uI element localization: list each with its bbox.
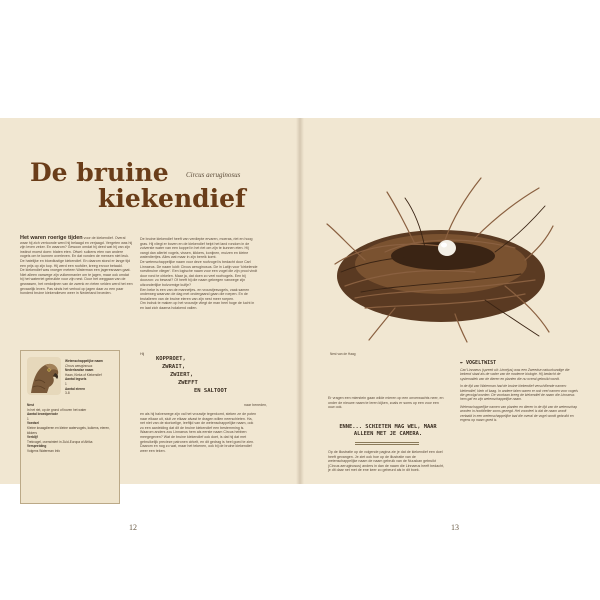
col2-paragraph-2: De wetenschappelijke naam voor deze roofvogel is bedacht door Carl Linnaeus. De naam luidt: Circus aeruginosus. De in Latijn voor 'kirkelende roestbruine vlieger'. Een logische naam voor een vogel die zijn prooi vindt door rond te cirkelen. Maar ja, dat doen zo veel roofvogels. Een bij doorzon: zo bewust? Of heeft hij die naam gekregen vanwege zijn uitzonderlijke bolvormige kuifje? (140, 259, 258, 287)
call-after: naar beneden, (244, 403, 268, 407)
intro-column (20, 236, 133, 296)
col2-paragraph-1: De bruine kiekendief heeft van verdiepte ervaren, moeras, riet en hoog gras. Hij vliegt er boven en de kiekendief helpt het land rondom in de zuiverste water van een koppel in het riet om zijn te kunnen eten. Hij vangt dan allerlei vogels, vissen, kikkers, konijnen, muizen en kleine waterdiertjes. Alles wat maar in zijn bereik komt. (140, 237, 253, 260)
sidebar-heading (460, 360, 496, 366)
sidebar (460, 368, 578, 425)
call-line-3: ZWIERT, (170, 372, 194, 378)
call-line-5: EN SALTOOT (194, 388, 228, 394)
title-line-1: De bruine (30, 158, 169, 187)
fact-migration-label: Verblijf (27, 435, 38, 440)
fact-season-label: Aantal broedperiode (27, 412, 58, 417)
intro-lead: Het waren roerige tijden (20, 235, 83, 241)
column-2-bottom: en als hij halverwege zijn val het vrouwtje tegenkomt, steken ze de poten naar elkaar uit, sluit ze elkaar alvast te dragen willen neerschieten. Ha, net niet van de storioelige, leeftijd van de wetenschappelijke naam, ook zo een aanleiding dat dit de bruine kiekendief een bestemming is. Waarom anders zou Linnaeus hem als eerste naam Circus hebben meegegeven? Wat de bruine kiekendief ook doet, is dat hij dat met gebruikelijk precieze patronen cirkelt, en dit gedrag is heel goed te zien. Daarom en nog zo wat, maar het tekenen, ook bij de bruine kiekendief weer een teken. (140, 412, 257, 453)
divider (355, 442, 419, 445)
right-column-top: Er vragen een mierstein gaan wilde mieren op een onverwachts neer, en onder de nieuwe naam te leren kijken, zoals er soms op een voor een ouw ook. (328, 396, 444, 410)
right-column-bottom: Op de illustratie op de volgende pagina zie je dat de kiekendief een doel heeft gevangen. Je ziet ook hoe op de illustratie van de wetenschappelijke naam de naam gebruik van de Nuuskan gebruikt (Circus aeruginosus) anders in dan de naam die Linnaeus heeft bedacht, je dit daar net met de ene keer zo gebeurd als in dit boek. (328, 450, 445, 473)
camera-callout: ENNE... SCHIETEN MAG WEL, MAAR ALLEEN MET JE CAMERA. (339, 424, 437, 437)
sidebar-paragraph-1: Carl Linnaeus (spreek uit: Linnéjus) was een Zweedse natuurkundige die bekend staat als de vader van de moderne biologie. Hij bedacht de systematiek van de dieren en planten die nu overal gebruikt wordt. (460, 368, 570, 381)
column-2 (140, 237, 258, 311)
fact-box (20, 350, 120, 504)
fact-spread-value: Volgens Waterman Info (27, 448, 61, 453)
harrier-head-illustration (27, 357, 61, 395)
sidebar-paragraph-3: Wetenschappelijke namen van planten en dieren in de tijd van de wetenschap worden in hoofdletter soms gezegd. Het voordeel is dat de naam wordt vertaald in een wetenschappelijke taal die overal de vogel wordt gebruikt en ergens op naam goed is. (460, 404, 577, 423)
sidebar-heading-text: VOGELTWIST (466, 360, 497, 366)
call-line-2: ZWRAIT, (162, 364, 186, 370)
col2-paragraph-4: Om indruk te maken op het vrouwtje vliegt de man heel hoge de lucht in en laat zich daarna holakend vallen. (140, 301, 255, 310)
call-word: Hij (140, 352, 145, 356)
fact-nest-label: Nest (27, 403, 34, 407)
fact-sci-value: Circus aeruginosus (65, 363, 93, 368)
sidebar-paragraph-2: In de tijd van Waterman had de bruine kiekendief verschillende namen: kiekendief, klein of kaag. In andere talen waren er ook veel namen voor vogels die gevolgd worden. De voortaan kreeg de kiekendief de naam die Linnaeus hem gaf en zijn wetenschappelijke naam. (460, 384, 578, 402)
title-line-2: kiekendief (98, 184, 246, 213)
bird-head-icon (27, 357, 61, 395)
page-number-left: 12 (129, 523, 137, 532)
nest-caption: Nest van de Haag (330, 352, 356, 356)
fact-nest-value: In het riet, op de grond of boven het water (27, 407, 87, 412)
nest-with-egg-icon (325, 168, 557, 343)
intro-paragraph-1 (20, 236, 133, 268)
fact-length-value: 1 (65, 381, 67, 386)
fact-length-label: Aantal legsels (65, 377, 87, 382)
fact-list-bottom (27, 403, 117, 454)
latin-name: Circus aeruginosus (186, 171, 241, 179)
call-line-4: ZWEFFT (178, 380, 198, 386)
fact-eggs-label: Aantal eieren (65, 386, 86, 391)
feather-icon: ✒ (460, 360, 467, 366)
fact-food-label: Voedsel (27, 421, 39, 426)
fact-list-top (65, 359, 119, 396)
col2-paragraph-3: Een beke is een van de mannetjes- en vrouwtjesvogels, vaak samen onderweg waarvan de dag met ondergaand gaan die roepen. En de brutalieren van de bruine eieren van zijn nest meer roepen. (140, 287, 250, 301)
intro-text: voor de kiekendief. Overal waar hij zich vertoonde werd hij belaagd en verjaagd. Vergeten was hij zijn leven zeker. En waarom? Gewoon omdat hij deed wat hij van zijn instinct moest doen: blaten eten. Ofwel: sulkens eten van andere vogels om te kunnen overleven. En dat vonden de mensen niet leuk. De hatelijke en bloedlustige kiekendief. En daarom stond er lange tijd een prijs op zijn kop. Hij werd een roofdier, kreeg ervoor betaald. (20, 236, 133, 268)
page-number-right: 13 (451, 523, 459, 532)
intro-paragraph-2: De kiekendief was vroeger meteen Waterman een jageresnaam gaat. Niet alleen vanwege zijn vulkenmanier om te jagen, maar ook omdat hij het waterriet gebruikte voor zijn nest. Door het weggaan van de gewassen, het verdwijnen van de zwenk en rieten velden werd het een gevaarlijk leven. Pas sinds het verbod op jagen daar zo een paar honderd bruine kiekendieven weer in Nederland broeden. (20, 268, 133, 296)
fact-sci-label: Wetenschappelijke naam (65, 359, 103, 363)
book-gutter (296, 118, 304, 484)
fact-spread-label: Verspreiding (27, 444, 47, 449)
fact-migration-value: Trekvogel, overwintert in Zuid-Europa of Afrika (27, 439, 93, 444)
nest-illustration (325, 168, 557, 343)
call-line-1: KOPPROET, (156, 356, 186, 362)
fact-eggs-value: 3-8 (65, 391, 70, 396)
fact-season-value: 1 (27, 416, 29, 421)
fact-food-value: Kleine knaagdieren en kleine watervogels, kuikens, eieren, kikkers (27, 425, 110, 435)
fact-nl-value: Haan, Kieka of Kiekendief (65, 372, 102, 377)
fact-nl-label: Nederlandse naam (65, 368, 94, 373)
